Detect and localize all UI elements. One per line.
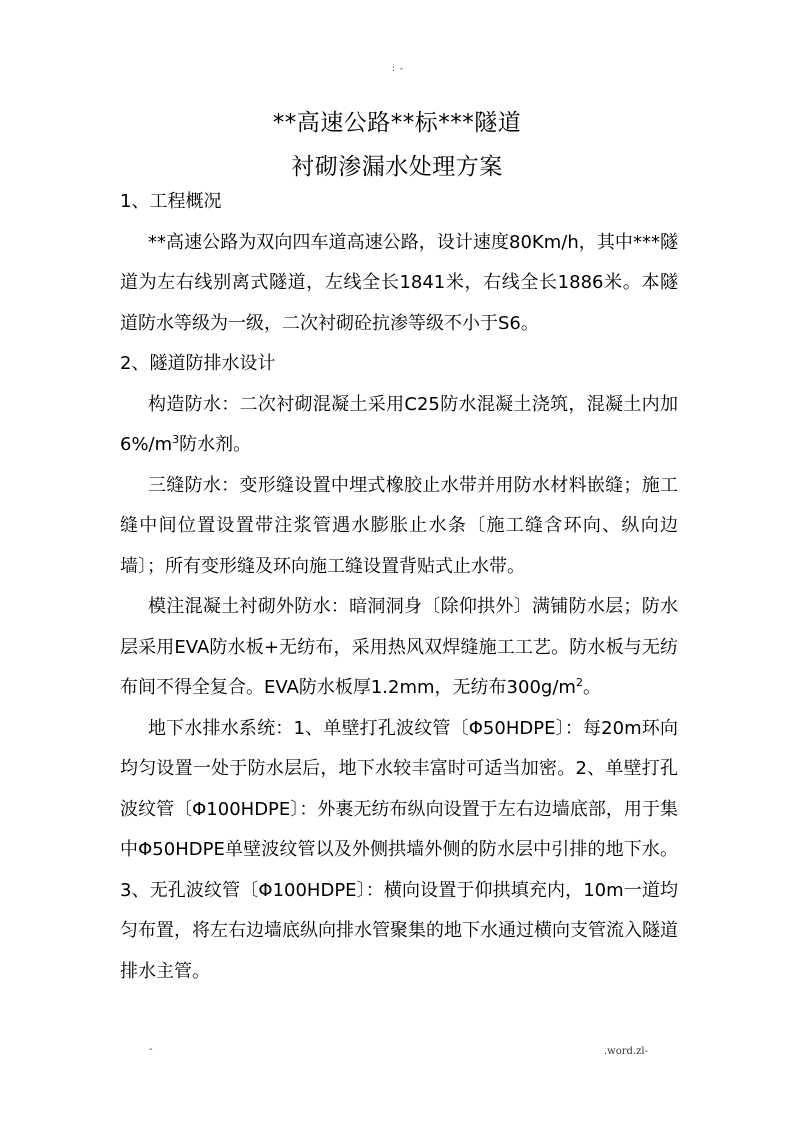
paragraph-text: 。 — [582, 677, 601, 698]
footer-right-mark: .word.zl- — [604, 1046, 648, 1057]
paragraph-joint-waterproofing: 三缝防水：变形缝设置中埋式橡胶止水带并用防水材料嵌缝；施工缝中间位置设置带注浆管遇水膨胀止水条〔施工缝含环向、纵向边墙〕；所有变形缝及环向施工缝设置背贴式止水带。 — [120, 474, 678, 577]
header-mark: : - — [391, 64, 405, 74]
paragraph-lining-external-waterproofing — [120, 587, 678, 709]
paragraph-text: 构造防水：二次衬砌混凝土采用C25防水混凝土浇筑，混凝土内加6%/m — [120, 393, 678, 455]
paragraph-text: 防水剂。 — [179, 434, 252, 455]
footer-left-mark: - — [149, 1044, 153, 1055]
paragraph-groundwater-drainage: 地下水排水系统：1、单壁打孔波纹管〔Φ50HDPE〕：每20m环向均匀设置一处于防水层后，地下水较丰富时可适当加密。2、单壁打孔波纹管〔Φ100HDPE〕：外裹无纺布纵向设置于左右边墙底部，用于集中Φ50HDPE单壁波纹管以及外侧拱墙外侧的防水层中引排的地下水。3、无孔波纹管〔Φ100HDPE〕：横向设置于仰拱填充内，10m一道均匀布置，将左右边墙底纵向排水管聚集的地下水通过横向支管流入隧道排水主管。 — [120, 717, 678, 982]
document-title-line-2: 衬砌渗漏水处理方案 — [291, 154, 503, 180]
paragraph-overview: **高速公路为双向四车道高速公路，设计速度80Km/h，其中***隧道为左右线别离式隧道，左线全长1841米，右线全长1886米。本隧道防水等级为一级，二次衬砌砼抗渗等级不小于S6。 — [120, 231, 678, 334]
document-body — [120, 182, 678, 992]
section-heading-waterproofing-design: 2、隧道防排水设计 — [120, 353, 276, 374]
section-heading-overview: 1、工程概况 — [120, 191, 222, 212]
superscript: 2 — [575, 676, 583, 689]
superscript: 3 — [172, 433, 180, 446]
paragraph-text: 模注混凝土衬砌外防水：暗洞洞身〔除仰拱外〕满铺防水层；防水层采用EVA防水板+无纺布，采用热风双焊缝施工工艺。防水板与无纺布间不得全复合。EVA防水板厚1.2mm，无纺布300g/m — [120, 596, 678, 698]
paragraph-structural-waterproofing — [120, 385, 678, 466]
document-title-line-1: **高速公路**标***隧道 — [272, 110, 522, 136]
